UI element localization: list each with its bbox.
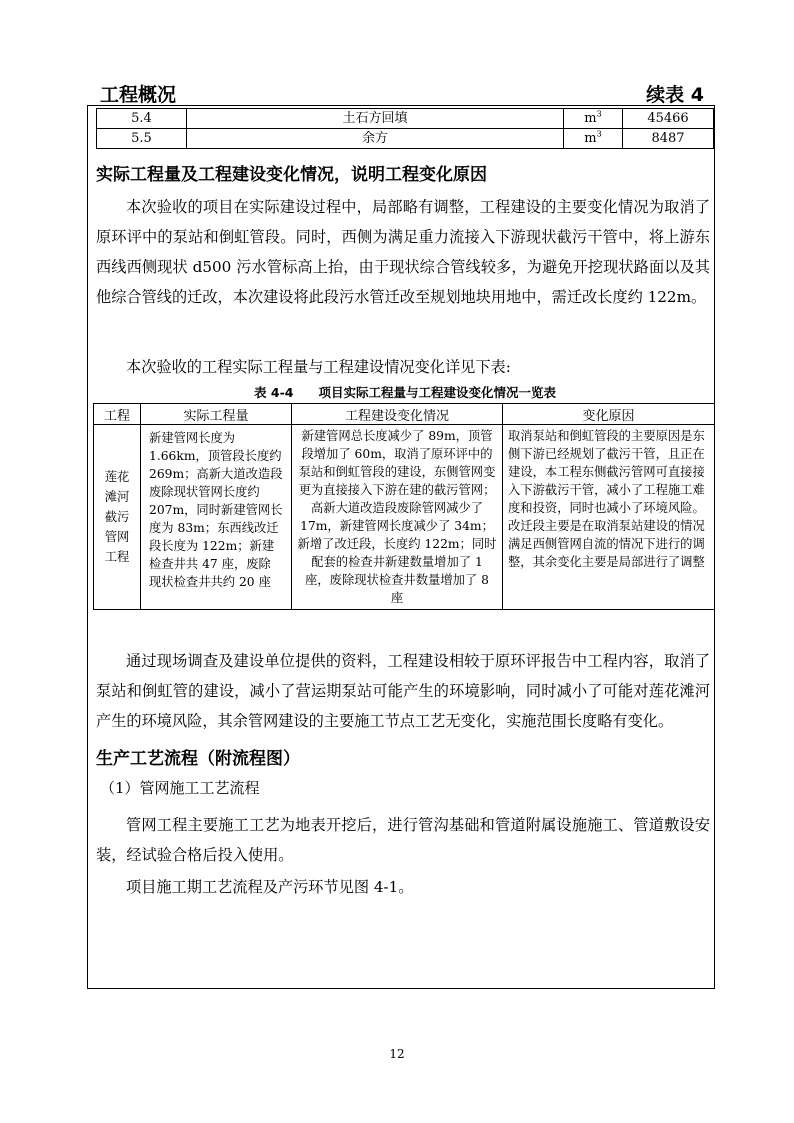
table-header-row	[94, 404, 715, 425]
cell-reason: 取消泵站和倒虹管段的主要原因是东侧下游已经规划了截污干管，且正在建设，本工程东侧截污管网可直接接入下游截污干管，减小了工程施工难度和投资，同时也减小了环境风险。改迁段主要是在取消泵站建设的情况满足西侧管网自流的情况下进行的调整，其余变化主要是局部进行了调整	[503, 425, 715, 610]
cell-actual: 新建管网长度为 1.66km，顶管段长度约 269m；高新大道改造段废除现状管网长度约 207m，同时新建管网长度为 83m；东西线改迁段长度为 122m；新建检查井共 47 座，废除现状检查井共约 20 座	[141, 425, 292, 610]
item-value: 45466	[623, 109, 714, 129]
paragraph-changes: 本次验收的项目在实际建设过程中，局部略有调整，工程建设的主要变化情况为取消了原环评中的泵站和倒虹管段。同时，西侧为满足重力流接入下游现状截污干管中，将上游东西线西侧现状 d500 污水管标高上抬，由于现状综合管线较多，为避免开挖现状路面以及其他综合管线的迁改，本次建设将此段污水管迁改至规划地块用地中，需迁改长度约 122m。	[96, 198, 710, 306]
item-value: 8487	[623, 129, 714, 149]
paragraph-process: 管网工程主要施工工艺为地表开挖后，进行管沟基础和管道附属设施施工、管道敷设安装，经试验合格后投入使用。	[96, 816, 710, 864]
quantity-table	[96, 108, 714, 149]
page-number: 12	[389, 1047, 405, 1061]
header-project: 工程	[94, 404, 141, 425]
continued-label: 续表 4	[646, 84, 704, 106]
header-reason: 变化原因	[503, 404, 715, 425]
paragraph-summary: 通过现场调查及建设单位提供的资料，工程建设相较于原环评报告中工程内容，取消了泵站和倒虹管的建设，减小了营运期泵站可能产生的环境影响，同时减小了可能对莲花滩河产生的环境风险，其余管网建设的主要施工节点工艺无变化，实施范围长度略有变化。	[96, 652, 710, 730]
item-number: 5.5	[97, 129, 187, 149]
cell-project: 莲花滩河截污管网工程	[94, 425, 141, 610]
paragraph-table-intro: 本次验收的工程实际工程量与工程建设情况变化详见下表:	[126, 358, 511, 376]
subheading-pipeline-process: （1）管网施工工艺流程	[100, 779, 260, 797]
item-name: 余方	[187, 129, 564, 149]
table-row	[97, 109, 714, 129]
page-header	[100, 80, 704, 106]
item-number: 5.4	[97, 109, 187, 129]
section-heading-changes: 实际工程量及工程建设变化情况，说明工程变化原因	[96, 165, 487, 185]
section-title: 工程概况	[100, 84, 177, 106]
table-row	[97, 129, 714, 149]
header-changes: 工程建设变化情况	[292, 404, 503, 425]
item-unit: $m^3$	[564, 109, 623, 129]
header-actual: 实际工程量	[141, 404, 292, 425]
item-unit: $m^3$	[564, 129, 623, 149]
change-table	[93, 403, 715, 610]
section-heading-process: 生产工艺流程（附流程图）	[96, 749, 300, 769]
cell-changes: 新建管网总长度减少了 89m，顶管段增加了 60m，取消了原环评中的泵站和倒虹管段的建设，东侧管网变更为直接接入下游在建的截污管网；高新大道改造段废除管网减少了 17m，新建管网长度减少了 34m；新增了改迁段，长度约 122m；同时配套的检查井新建数量增加了 1 座，废除现状检查井数量增加了 8 座	[292, 425, 503, 610]
table-caption: 表 4-4 项目实际工程量与工程建设变化情况一览表	[254, 385, 556, 400]
item-name: 土石方回填	[187, 109, 564, 129]
table-row	[94, 425, 715, 610]
paragraph-figure-ref: 项目施工期工艺流程及产污环节见图 4-1。	[126, 878, 414, 896]
